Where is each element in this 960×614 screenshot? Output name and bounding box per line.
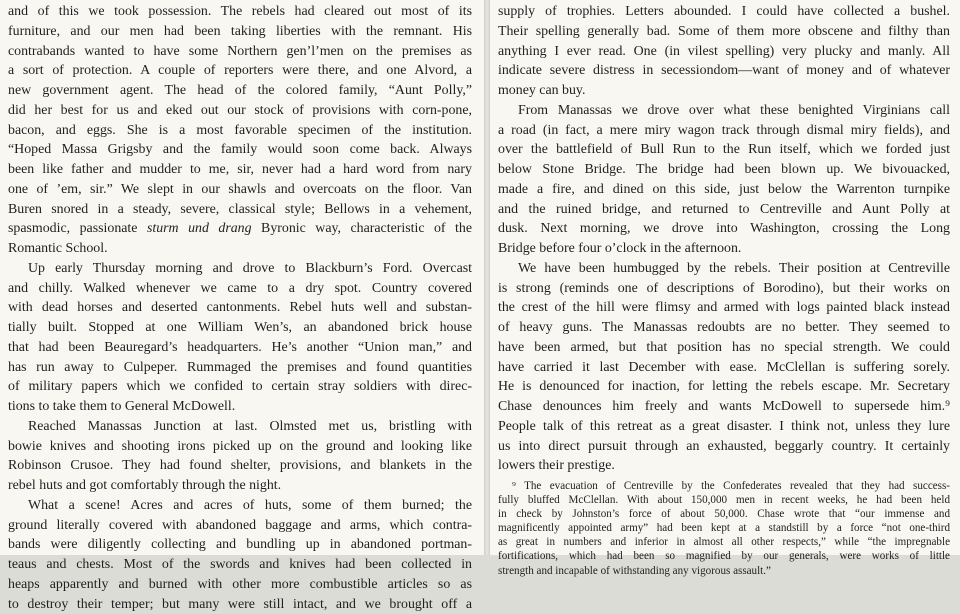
text-line: made a fire, and dined on this side, just below the Warrenton turnpike: [498, 180, 950, 200]
text-line: is strong (reminds one of descriptions of Borodino), but their works on: [498, 279, 950, 299]
text-line: a sort of protection. A couple of reporters were there, and one Alvord, a: [8, 61, 472, 81]
text-line: the crest of the hill were flimsy and armed with logs painted black instead: [498, 298, 950, 318]
text-line: Buren snored in a steady, severe, classical style; Bellows in a vehement,: [8, 200, 472, 220]
left-page: [0, 0, 484, 555]
text-line: heaps apparently and burned with other more combustible articles so as: [8, 575, 472, 595]
footnote-line: in check by Johnston’s force of about 50,000. Chase wrote that “our immense and: [498, 507, 950, 521]
text-line: of military papers which we confided to certain stray soldiers with direc-: [8, 377, 472, 397]
text-line: ground literally covered with abandoned baggage and arms, which contra-: [8, 516, 472, 536]
text-line: us into direct pursuit through an exhausted, beggarly country. It certainly: [498, 437, 950, 457]
text-line: dusk. Next morning, we drove into Washington, crossing the Long: [498, 219, 950, 239]
italic-phrase: sturm und drang: [147, 221, 252, 236]
footnote-line: strength and incapable of withstanding any vigorous assault.”: [498, 564, 950, 578]
paragraph-start-line: Reached Manassas Junction at last. Olmsted met us, bristling with: [8, 417, 472, 437]
text-line: new government agent. The head of the colored family, “Aunt Polly,”: [8, 81, 472, 101]
text-line-footnote-ref: Chase denounces him freely and wants McDowell to supersede him.⁹: [498, 397, 950, 417]
text-line: to destroy their temper; but many were still intact, and we brought off a: [8, 595, 472, 614]
footnote: [498, 479, 950, 578]
text-line: and the ruined bridge, and returned to Centreville and Aunt Polly at: [498, 200, 950, 220]
text-fragment: spasmodic, passionate: [8, 221, 147, 236]
text-line: tially built. Stopped at one William Wen’s, an abandoned brick house: [8, 318, 472, 338]
text-line: rebel huts and got comfortably through the night.: [8, 476, 472, 496]
text-line: have carried it last December with ease. McClellan is suffering sorely.: [498, 358, 950, 378]
text-line: “Hoped Massa Grigsby and the family would soon come back. Always: [8, 140, 472, 160]
right-page: [490, 0, 960, 555]
text-line: a road (in fact, a mere miry wagon track through dismal miry fields), and: [498, 121, 950, 141]
text-line: lowers their prestige.: [498, 456, 950, 476]
text-line: bands were diligently collecting and bundling up in abandoned portman-: [8, 535, 472, 555]
text-line: and of this we took possession. The rebels had cleared out most of its: [8, 2, 472, 22]
text-fragment: Byronic way, characteristic of the: [252, 221, 472, 236]
text-line: been like father and mudder to me, sir, never had a hard word from nary: [8, 160, 472, 180]
text-line: anything I ever read. One (in vilest spelling) very plucky and manly. All: [498, 42, 950, 62]
footnote-line: as great in numbers and inferior in almost all other respects,” while “the impregnable: [498, 535, 950, 549]
text-line: and chilly. Walked whenever we came to a dry spot. Country covered: [8, 279, 472, 299]
text-line: over the battlefield of Bull Run to the Run itself, which we forded just: [498, 140, 950, 160]
footnote-line: fortifications, which had been so magnified by our generals, were works of little: [498, 549, 950, 563]
footnote-line: fully bluffed McClellan. With about 150,000 men in recent weeks, he had been held: [498, 493, 950, 507]
text-line: bacon, and eggs. She is a most favorable specimen of the institution.: [8, 121, 472, 141]
text-line: has run away to Culpeper. Rummaged the premises and found quantities: [8, 358, 472, 378]
paragraph-start-line: From Manassas we drove over what these benighted Virginians call: [498, 101, 950, 121]
text-line: have been armed, but that position has no special strength. We could: [498, 338, 950, 358]
text-line: Their spelling generally bad. Some of them more obscene and filthy than: [498, 22, 950, 42]
text-line: contrabands wanted to have some Northern gen’l’men on the premises as: [8, 42, 472, 62]
text-line: supply of trophies. Letters abounded. I could have collected a bushel.: [498, 2, 950, 22]
paragraph-start-line: We have been humbugged by the rebels. Their position at Centreville: [498, 259, 950, 279]
text-line: that had been Beauregard’s headquarters. He’s another “Union man,” and: [8, 338, 472, 358]
text-line: bowie knives and shooting irons picked up on the ground and looking like: [8, 437, 472, 457]
text-line: one of ’em, sir.” We slept in our shawls and overcoats on the floor. Van: [8, 180, 472, 200]
footnote-line: ⁹ The evacuation of Centreville by the Confederates revealed that they had success-: [498, 479, 950, 493]
paragraph-start-line: What a scene! Acres and acres of huts, some of them burned; the: [8, 496, 472, 516]
text-line: money can buy.: [498, 81, 950, 101]
text-line: He is denounced for inaction, for letting the rebels escape. Mr. Secretary: [498, 377, 950, 397]
text-line: furniture, and our men had been taking liberties with the remnant. His: [8, 22, 472, 42]
text-line: People talk of this retreat as a great disaster. I think not, unless they lure: [498, 417, 950, 437]
text-line: teaus and chests. Most of the swords and knives had been collected in: [8, 555, 472, 575]
text-line: Romantic School.: [8, 239, 472, 259]
text-line: did her best for us and eked out our stock of provisions with corn-pone,: [8, 101, 472, 121]
text-line: Bridge before four o’clock in the afternoon.: [498, 239, 950, 259]
text-line: indicate severe distress in secessiondom—want of money and of whatever: [498, 61, 950, 81]
text-line-with-italic: [8, 219, 472, 239]
text-line: with dead horses and deserted cantonments. Rebel huts well and substan-: [8, 298, 472, 318]
text-line: of heavy guns. The Manassas redoubts are no better. They seemed to: [498, 318, 950, 338]
text-line: tions to take them to General McDowell.: [8, 397, 472, 417]
footnote-line: magnificently appointed army” had been kept at a standstill by a force “not one-third: [498, 521, 950, 535]
paragraph-start-line: Up early Thursday morning and drove to Blackburn’s Ford. Overcast: [8, 259, 472, 279]
text-line: below Stone Bridge. The bridge had been blown up. We bivouacked,: [498, 160, 950, 180]
text-line: Robinson Crusoe. They had found shelter, provisions, and blankets in the: [8, 456, 472, 476]
